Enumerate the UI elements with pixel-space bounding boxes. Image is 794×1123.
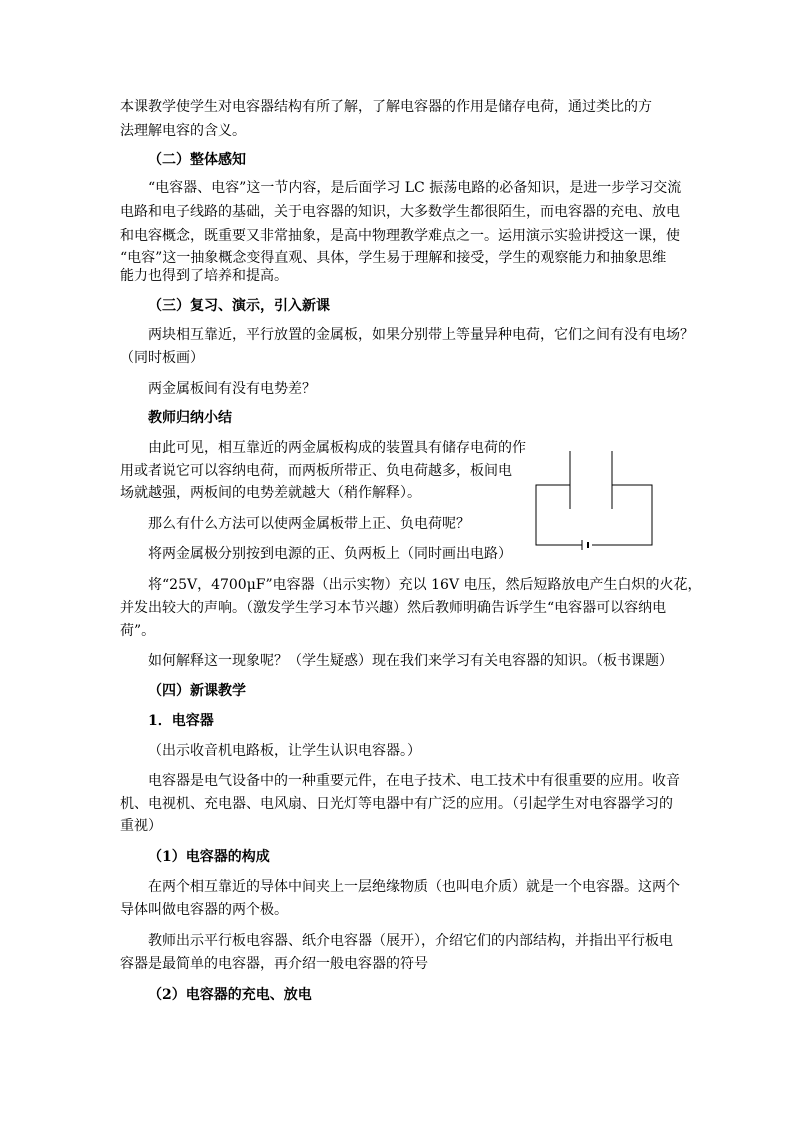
section-heading: 教师归纳小结 <box>148 410 232 426</box>
paragraph-line: 将“25V，4700μF”电容器（出示实物）充以 16V 电压，然后短路放电产生白炽的火花， <box>148 577 702 593</box>
subsection-heading: （1）电容器的构成 <box>148 849 270 865</box>
paragraph-line: 容器是最简单的电容器，再介绍一般电容器的符号 <box>120 956 428 972</box>
section-heading: （四）新课教学 <box>148 683 246 699</box>
paragraph-line: 在两个相互靠近的导体中间夹上一层绝缘物质（也叫电介质）就是一个电容器。这两个 <box>148 879 680 895</box>
paragraph-line: 两金属板间有没有电势差？ <box>148 381 316 397</box>
section-heading: （二）整体感知 <box>148 152 246 168</box>
right-wire <box>592 485 652 545</box>
paragraph-line: 场就越强，两板间的电势差就越大（稍作解释）。 <box>120 485 421 501</box>
capacitor-circuit-diagram <box>530 445 660 555</box>
paragraph-line: 两块相互靠近，平行放置的金属板，如果分别带上等量异种电荷，它们之间有没有电场？ <box>148 327 694 343</box>
paragraph-line: 并发出较大的声响。（激发学生学习本节兴趣）然后教师明确告诉学生“电容器可以容纳电 <box>120 600 667 616</box>
paragraph-line: 能力也得到了培养和提高。 <box>120 268 288 284</box>
paragraph-line: 和电容概念，既重要又非常抽象，是高中物理教学难点之一。运用演示实验讲授这一课，使 <box>120 228 680 244</box>
paragraph-line: 教师出示平行板电容器、纸介电容器（展开），介绍它们的内部结构，并指出平行板电 <box>148 933 673 949</box>
subsection-heading: 1．电容器 <box>148 713 214 729</box>
section-heading: （三）复习、演示，引入新课 <box>148 298 330 314</box>
paragraph-line: 将两金属极分别按到电源的正、负两板上（同时画出电路） <box>148 546 512 562</box>
paragraph-line: “电容器、电容”这一节内容，是后面学习 LC 振荡电路的必备知识，是进一步学习交流 <box>148 180 682 196</box>
subsection-heading: （2）电容器的充电、放电 <box>148 987 312 1003</box>
paragraph-line: “电容”这一抽象概念变得直观、具体，学生易于理解和接受，学生的观察能力和抽象思维 <box>120 250 667 266</box>
paragraph-line: 重视） <box>120 818 162 834</box>
paragraph-line: 机、电视机、充电器、电风扇、日光灯等电器中有广泛的应用。（引起学生对电容器学习的 <box>120 796 673 812</box>
paragraph-line: 电路和电子线路的基础，关于电容器的知识，大多数学生都很陌生，而电容器的充电、放电 <box>120 204 680 220</box>
paragraph-line: 如何解释这一现象呢？（学生疑惑）现在我们来学习有关电容器的知识。（板书课题） <box>148 653 673 669</box>
paragraph-line: 本课教学使学生对电容器结构有所了解，了解电容器的作用是储存电荷，通过类比的方 <box>120 99 652 115</box>
paragraph-line: 用或者说它可以容纳电荷，而两板所带正、负电荷越多，板间电 <box>120 463 512 479</box>
paragraph-line: 电容器是电气设备中的一种重要元件，在电子技术、电工技术中有很重要的应用。收音 <box>148 773 680 789</box>
paragraph-line: 那么有什么方法可以使两金属板带上正、负电荷呢？ <box>148 516 470 532</box>
paragraph-line: 导体叫做电容器的两个极。 <box>120 902 288 918</box>
paragraph-line: 由此可见，相互靠近的两金属板构成的装置具有储存电荷的作 <box>148 440 526 456</box>
paragraph-line: 荷”。 <box>120 623 156 639</box>
paragraph-line: （同时板画） <box>120 350 204 366</box>
left-wire <box>536 485 582 545</box>
paragraph-line: （出示收音机电路板，让学生认识电容器。） <box>148 743 421 759</box>
paragraph-line: 法理解电容的含义。 <box>120 123 246 139</box>
